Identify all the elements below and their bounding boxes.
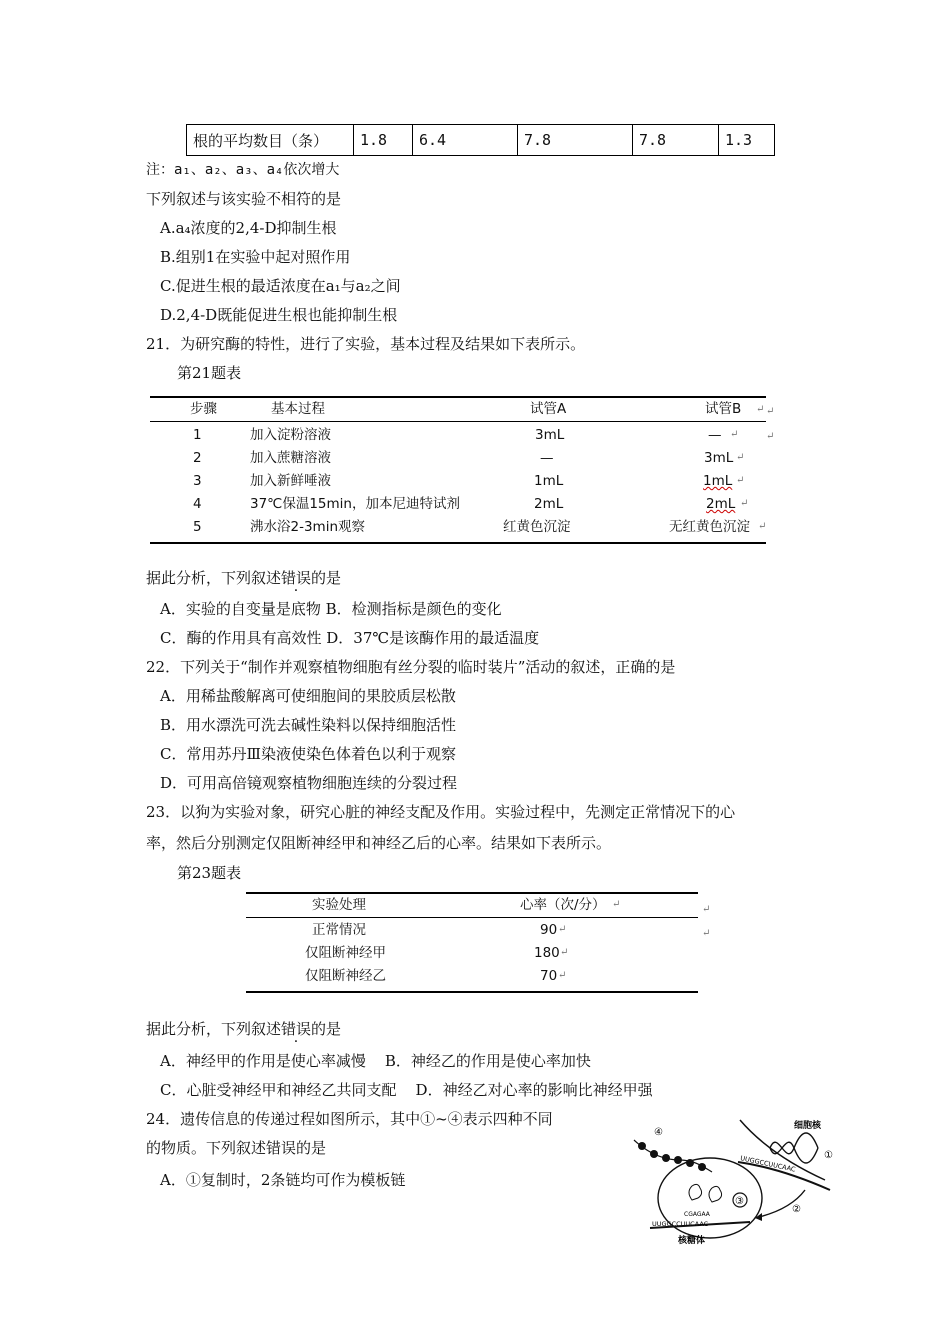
return-mark: ↵	[702, 928, 711, 939]
return-mark: ↵	[560, 947, 569, 958]
q24-stem-line2: 的物质。下列叙述错误的是	[146, 1139, 327, 1157]
q23-stem-line1: 23．以狗为实验对象，研究心脏的神经支配及作用。实验过程中，先测定正常情况下的心	[146, 803, 736, 821]
q23-ask	[146, 1019, 341, 1039]
table-cell: 2mL	[706, 496, 736, 512]
label-2: ②	[792, 1204, 801, 1215]
emphasis-text: 错误	[281, 1020, 312, 1038]
table-cell: 无红黄色沉淀	[669, 519, 750, 535]
ribosome-label: 核糖体	[678, 1236, 706, 1246]
q23-table-title: 第23题表	[177, 864, 242, 882]
anticodon-sequence: CGAGAA	[684, 1211, 710, 1218]
table-cell: 6.4	[413, 125, 518, 156]
q24-stem-line1: 24．遗传信息的传递过程如图所示，其中①~④表示四种不同	[146, 1110, 553, 1128]
table-cell: 7.8	[518, 125, 633, 156]
return-mark: ↵	[558, 970, 567, 981]
table-cell: 4	[193, 496, 202, 512]
q21-stem: 21．为研究酶的特性，进行了实验，基本过程及结果如下表所示。	[146, 335, 586, 353]
q22-stem: 22．下列关于“制作并观察植物细胞有丝分裂的临时装片”活动的叙述，正确的是	[146, 658, 676, 676]
table-cell: 正常情况	[312, 922, 366, 938]
table-note: 注：a₁、a₂、a₃、a₄依次增大	[146, 162, 340, 178]
q21-ask	[146, 568, 341, 588]
return-mark: ↵	[756, 404, 765, 415]
table-cell: 加入新鲜唾液	[250, 473, 331, 489]
return-mark: ↵	[736, 475, 745, 486]
mrna-sequence: UUGGCCUUCAAC	[739, 1154, 797, 1174]
amino-acid	[698, 1163, 706, 1171]
table-cell: 3mL	[704, 450, 734, 466]
table-cell: 37℃保温15min，加本尼迪特试剂	[250, 496, 460, 512]
return-mark: ↵	[740, 498, 749, 509]
table-top-rule	[150, 396, 766, 398]
table-bottom-rule	[246, 991, 698, 993]
table-cell: 3mL	[535, 427, 565, 443]
table-header: 试管A	[530, 401, 567, 417]
table-cell: 1mL	[703, 473, 733, 489]
q24-option-a: A．①复制时，2条链均可作为模板链	[160, 1171, 406, 1189]
table-cell: 仅阻断神经甲	[305, 945, 386, 961]
q21-option-ab: A．实验的自变量是底物 B．检测指标是颜色的变化	[160, 600, 502, 618]
table-cell: 70	[540, 968, 558, 984]
q23-option-cd: C．心脏受神经甲和神经乙共同支配 D．神经乙对心率的影响比神经甲强	[160, 1081, 653, 1099]
return-mark: ↵	[766, 431, 775, 442]
q22-option-b: B．用水漂洗可洗去碱性染料以保持细胞活性	[160, 716, 457, 734]
return-mark: ↵	[758, 521, 767, 532]
q23-stem-line2: 率，然后分别测定仅阻断神经甲和神经乙后的心率。结果如下表所示。	[146, 834, 612, 852]
table-cell: 根的平均数目（条）	[187, 125, 354, 156]
ask-text: 的是	[311, 569, 342, 587]
return-mark: ↵	[766, 406, 775, 417]
q22-option-a: A．用稀盐酸解离可使细胞间的果胶质层松散	[160, 687, 456, 705]
table-header: 实验处理	[312, 897, 366, 913]
amino-acid	[674, 1156, 682, 1164]
label-1: ①	[824, 1150, 833, 1161]
table-cell: 3	[193, 473, 202, 489]
table-header: 步骤	[190, 401, 217, 417]
table-cell: 5	[193, 519, 202, 535]
table-mid-rule	[246, 917, 698, 918]
q23-option-ab: A．神经甲的作用是使心率减慢 B．神经乙的作用是使心率加快	[160, 1052, 591, 1070]
mrna-sequence: UUGGCCUUCAAC	[652, 1220, 709, 1228]
return-mark: ↵	[612, 899, 621, 910]
q22-option-c: C．常用苏丹Ⅲ染液使染色体着色以利于观察	[160, 745, 456, 763]
table-cell: 加入蔗糖溶液	[250, 450, 331, 466]
table-cell: 加入淀粉溶液	[250, 427, 331, 443]
q20-stem: 下列叙述与该实验不相符的是	[146, 190, 342, 208]
emphasis-text: 错误	[281, 569, 312, 587]
q21-table-title: 第21题表	[177, 364, 242, 382]
label-3: ③	[735, 1196, 744, 1207]
table-cell: 1.8	[354, 125, 413, 156]
q22-option-d: D．可用高倍镜观察植物细胞连续的分裂过程	[160, 774, 458, 792]
result-table-fragment	[186, 124, 775, 156]
table-cell: 1.3	[719, 125, 775, 156]
table-cell: 仅阻断神经乙	[305, 968, 386, 984]
return-mark: ↵	[736, 452, 745, 463]
table-row	[187, 125, 775, 156]
amino-acid	[650, 1150, 658, 1158]
table-cell: 1mL	[534, 473, 564, 489]
gene-expression-diagram	[620, 1110, 850, 1250]
dna-strand	[770, 1133, 818, 1154]
table-header: 试管B	[705, 401, 742, 417]
return-mark: ↵	[730, 429, 739, 440]
table-cell: 180	[534, 945, 560, 961]
q20-option-c: C.促进生根的最适浓度在a₁与a₂之间	[160, 277, 401, 295]
q20-option-a: A.a₄浓度的2,4-D抑制生根	[160, 219, 337, 237]
amino-acid	[638, 1142, 646, 1150]
table-cell: 红黄色沉淀	[503, 519, 571, 535]
table-cell: —	[708, 427, 722, 443]
table-cell: 7.8	[633, 125, 719, 156]
table-cell: —	[540, 450, 554, 466]
table-cell: 沸水浴2-3min观察	[250, 519, 366, 535]
table-bottom-rule	[150, 542, 766, 544]
ask-text: 据此分析，下列叙述	[146, 1020, 282, 1038]
label-4: ④	[654, 1127, 663, 1138]
table-mid-rule	[150, 421, 766, 422]
table-header: 心率（次/分）	[520, 897, 606, 913]
ask-text: 的是	[311, 1020, 342, 1038]
table-cell: 2mL	[534, 496, 564, 512]
trna	[709, 1186, 722, 1202]
table-top-rule	[246, 892, 698, 894]
q20-option-b: B.组别1在实验中起对照作用	[160, 248, 351, 266]
table-cell: 90	[540, 922, 558, 938]
table-cell: 1	[193, 427, 202, 443]
nucleus-label: 细胞核	[794, 1121, 822, 1131]
return-mark: ↵	[558, 924, 567, 935]
trna	[689, 1184, 702, 1200]
q20-option-d: D.2,4-D既能促进生根也能抑制生根	[160, 306, 398, 324]
table-cell: 2	[193, 450, 202, 466]
amino-acid	[662, 1154, 670, 1162]
q21-option-cd: C．酶的作用具有高效性 D．37℃是该酶作用的最适温度	[160, 629, 540, 647]
table-header: 基本过程	[271, 401, 325, 417]
ask-text: 据此分析，下列叙述	[146, 569, 282, 587]
return-mark: ↵	[702, 904, 711, 915]
dna-strand	[770, 1142, 818, 1163]
